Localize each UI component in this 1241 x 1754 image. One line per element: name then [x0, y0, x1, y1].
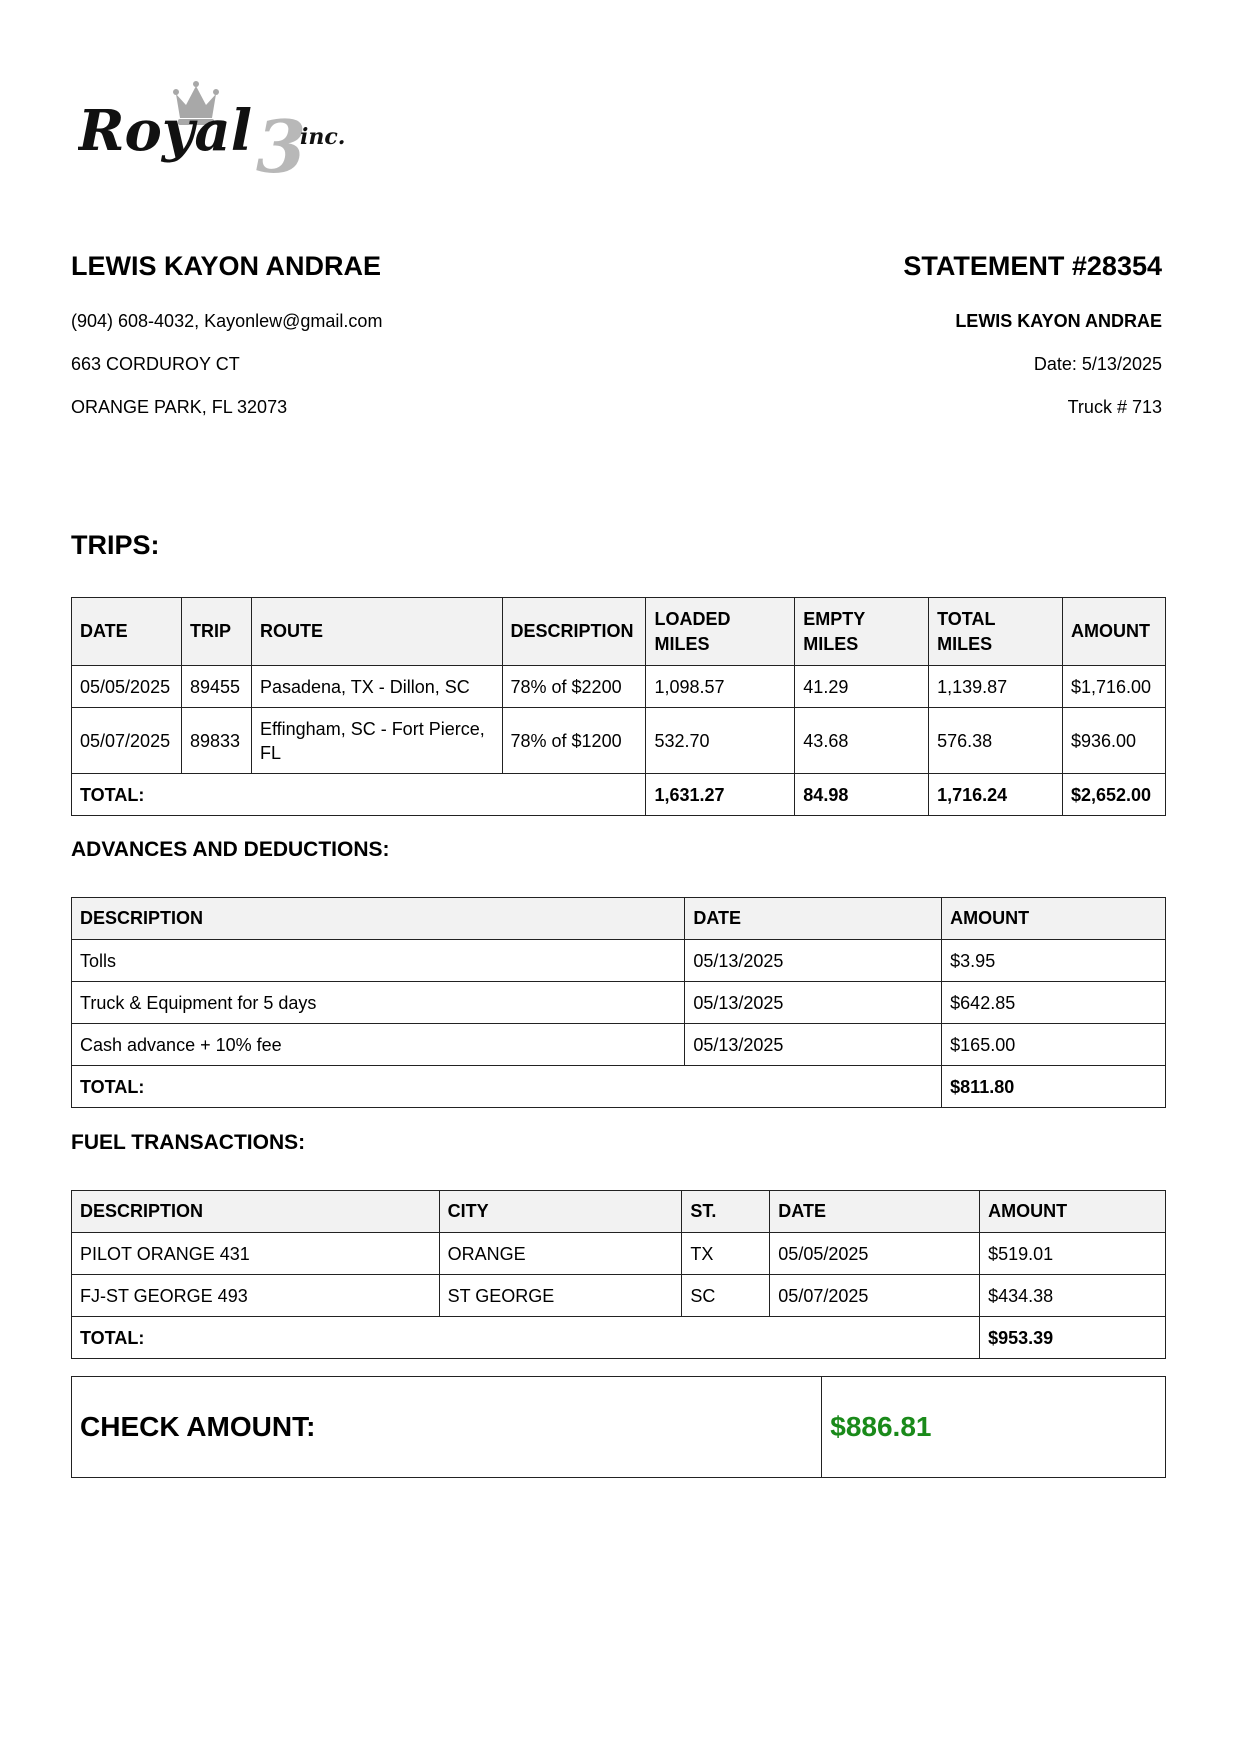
table-header-row — [72, 898, 1166, 940]
fuel-description: FJ-ST GEORGE 493 — [72, 1275, 440, 1317]
statement-header — [71, 246, 1162, 446]
driver-address-line1: 663 CORDUROY CT — [71, 354, 240, 374]
column-header: AMOUNT — [1062, 598, 1165, 666]
deduction-description: Truck & Equipment for 5 days — [72, 982, 685, 1024]
fuel-title: FUEL TRANSACTIONS: — [71, 1131, 306, 1154]
fuel-state: SC — [682, 1275, 770, 1317]
trip-route: Pasadena, TX - Dillon, SC — [251, 666, 502, 708]
trip-empty-miles: 41.29 — [795, 666, 929, 708]
total-amount: $811.80 — [942, 1066, 1166, 1108]
driver-contact: (904) 608-4032, Kayonlew@gmail.com — [71, 311, 383, 331]
table-row — [72, 1233, 1166, 1275]
advances-title: ADVANCES AND DEDUCTIONS: — [71, 838, 390, 861]
truck-number: Truck # 713 — [1067, 397, 1162, 417]
total-loaded-miles: 1,631.27 — [646, 774, 795, 816]
deduction-date: 05/13/2025 — [685, 1024, 942, 1066]
trip-total-miles: 1,139.87 — [929, 666, 1063, 708]
trips-table — [71, 597, 1166, 816]
statement-number: STATEMENT #28354 — [903, 251, 1162, 281]
trip-description: 78% of $1200 — [502, 708, 646, 774]
fuel-amount: $434.38 — [980, 1275, 1166, 1317]
table-row — [72, 982, 1166, 1024]
logo-suffix: inc. — [300, 124, 346, 150]
fuel-state: TX — [682, 1233, 770, 1275]
fuel-description: PILOT ORANGE 431 — [72, 1233, 440, 1275]
total-row — [72, 1317, 1166, 1359]
total-amount: $953.39 — [980, 1317, 1166, 1359]
total-label: TOTAL: — [72, 774, 646, 816]
column-header: CITY — [439, 1191, 682, 1233]
column-header: AMOUNT — [942, 898, 1166, 940]
table-row — [72, 1275, 1166, 1317]
check-amount-value: $886.81 — [822, 1377, 1166, 1478]
column-header: DESCRIPTION — [72, 898, 685, 940]
total-label: TOTAL: — [72, 1317, 980, 1359]
table-header-row — [72, 1191, 1166, 1233]
deduction-amount: $642.85 — [942, 982, 1166, 1024]
trip-date: 05/07/2025 — [72, 708, 182, 774]
check-amount-box — [71, 1376, 1166, 1478]
total-empty-miles: 84.98 — [795, 774, 929, 816]
trip-loaded-miles: 1,098.57 — [646, 666, 795, 708]
logo-wordmark: Royal — [78, 98, 252, 164]
fuel-city: ST GEORGE — [439, 1275, 682, 1317]
fuel-amount: $519.01 — [980, 1233, 1166, 1275]
fuel-city: ORANGE — [439, 1233, 682, 1275]
column-header: DATE — [685, 898, 942, 940]
fuel-date: 05/07/2025 — [770, 1275, 980, 1317]
payee-name: LEWIS KAYON ANDRAE — [955, 311, 1162, 331]
trips-title: TRIPS: — [71, 530, 160, 560]
table-header-row — [72, 598, 1166, 666]
column-header: ST. — [682, 1191, 770, 1233]
trip-amount: $936.00 — [1062, 708, 1165, 774]
table-row — [72, 708, 1166, 774]
column-header: TRIP — [181, 598, 251, 666]
column-header: TOTAL MILES — [929, 598, 1063, 666]
table-row — [72, 666, 1166, 708]
column-header: DESCRIPTION — [72, 1191, 440, 1233]
column-header: AMOUNT — [980, 1191, 1166, 1233]
statement-info — [903, 246, 1162, 417]
trip-description: 78% of $2200 — [502, 666, 646, 708]
column-header: ROUTE — [251, 598, 502, 666]
total-row — [72, 774, 1166, 816]
company-logo — [78, 78, 388, 190]
trip-number: 89455 — [181, 666, 251, 708]
table-row — [72, 1024, 1166, 1066]
logo-numeral: 3 — [256, 104, 307, 189]
statement-date: Date: 5/13/2025 — [1033, 354, 1162, 374]
advances-table — [71, 897, 1166, 1108]
column-header: DATE — [770, 1191, 980, 1233]
driver-info — [71, 246, 383, 417]
deduction-description: Cash advance + 10% fee — [72, 1024, 685, 1066]
trip-total-miles: 576.38 — [929, 708, 1063, 774]
fuel-table — [71, 1190, 1166, 1359]
trip-empty-miles: 43.68 — [795, 708, 929, 774]
total-miles: 1,716.24 — [929, 774, 1063, 816]
trip-route: Effingham, SC - Fort Pierce, FL — [251, 708, 502, 774]
driver-address-line2: ORANGE PARK, FL 32073 — [71, 397, 288, 417]
total-amount: $2,652.00 — [1062, 774, 1165, 816]
fuel-date: 05/05/2025 — [770, 1233, 980, 1275]
deduction-description: Tolls — [72, 940, 685, 982]
trip-amount: $1,716.00 — [1062, 666, 1165, 708]
column-header: DATE — [72, 598, 182, 666]
total-row — [72, 1066, 1166, 1108]
deduction-date: 05/13/2025 — [685, 982, 942, 1024]
trip-number: 89833 — [181, 708, 251, 774]
deduction-amount: $165.00 — [942, 1024, 1166, 1066]
trip-loaded-miles: 532.70 — [646, 708, 795, 774]
driver-name: LEWIS KAYON ANDRAE — [71, 251, 382, 281]
column-header: DESCRIPTION — [502, 598, 646, 666]
column-header: EMPTY MILES — [795, 598, 929, 666]
column-header: LOADED MILES — [646, 598, 795, 666]
trip-date: 05/05/2025 — [72, 666, 182, 708]
check-amount-label: CHECK AMOUNT: — [72, 1377, 822, 1478]
total-label: TOTAL: — [72, 1066, 942, 1108]
deduction-amount: $3.95 — [942, 940, 1166, 982]
deduction-date: 05/13/2025 — [685, 940, 942, 982]
check-amount-row — [72, 1377, 1166, 1478]
table-row — [72, 940, 1166, 982]
